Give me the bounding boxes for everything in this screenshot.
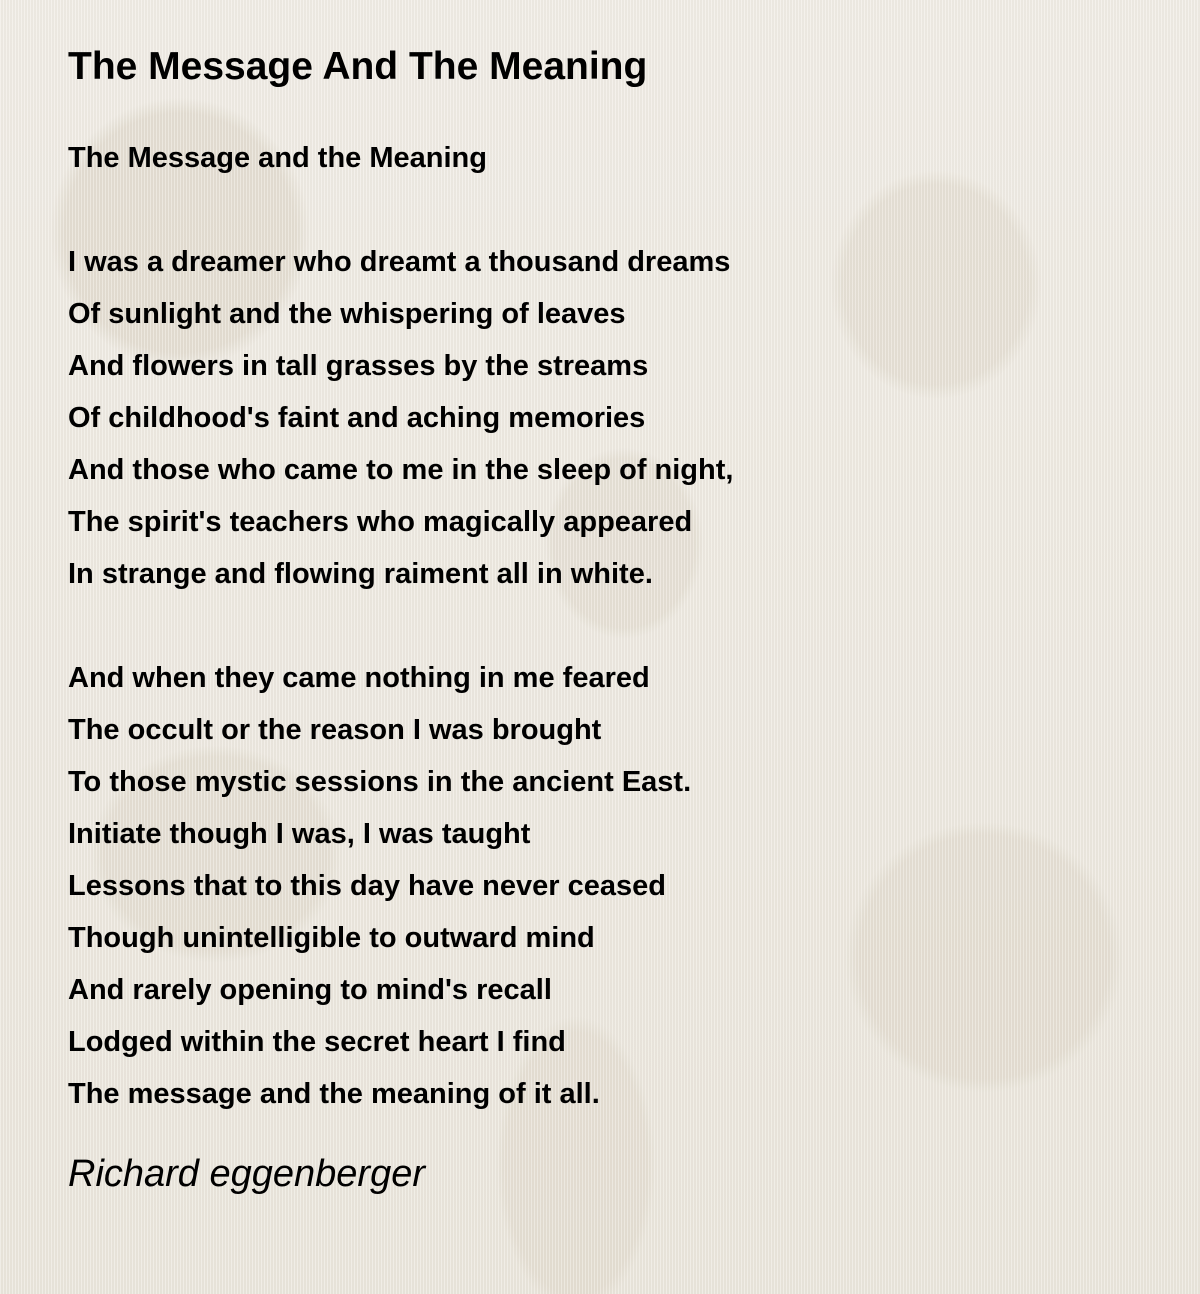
poem-subtitle: The Message and the Meaning [68, 141, 487, 174]
poem-line: And flowers in tall grasses by the streams [68, 349, 649, 382]
poem-line: To those mystic sessions in the ancient East. [68, 765, 692, 798]
poem-line: The occult or the reason I was brought [68, 713, 602, 746]
poem-line: The message and the meaning of it all. [68, 1077, 600, 1110]
poem-line: Lodged within the secret heart I find [68, 1025, 566, 1058]
page-title: The Message And The Meaning [68, 45, 648, 88]
poem-line: Though unintelligible to outward mind [68, 921, 595, 954]
stanza-spacer [68, 184, 1148, 236]
poem-line: The spirit's teachers who magically appeared [68, 505, 693, 538]
poem-line: I was a dreamer who dreamt a thousand dreams [68, 245, 731, 278]
poem-content [68, 46, 1148, 1196]
poem-line: Of childhood's faint and aching memories [68, 401, 646, 434]
poem-line: And those who came to me in the sleep of night, [68, 453, 734, 486]
poem-line: And rarely opening to mind's recall [68, 973, 552, 1006]
poem-line: And when they came nothing in me feared [68, 661, 650, 694]
poem-line: Initiate though I was, I was taught [68, 817, 531, 850]
poem-line: Lessons that to this day have never ceased [68, 869, 666, 902]
stanza-spacer [68, 600, 1148, 652]
poem-line: Of sunlight and the whispering of leaves [68, 297, 626, 330]
poem-line: In strange and flowing raiment all in white. [68, 557, 653, 590]
author-name: Richard eggenberger [68, 1152, 426, 1195]
poem-body [68, 132, 1148, 1120]
